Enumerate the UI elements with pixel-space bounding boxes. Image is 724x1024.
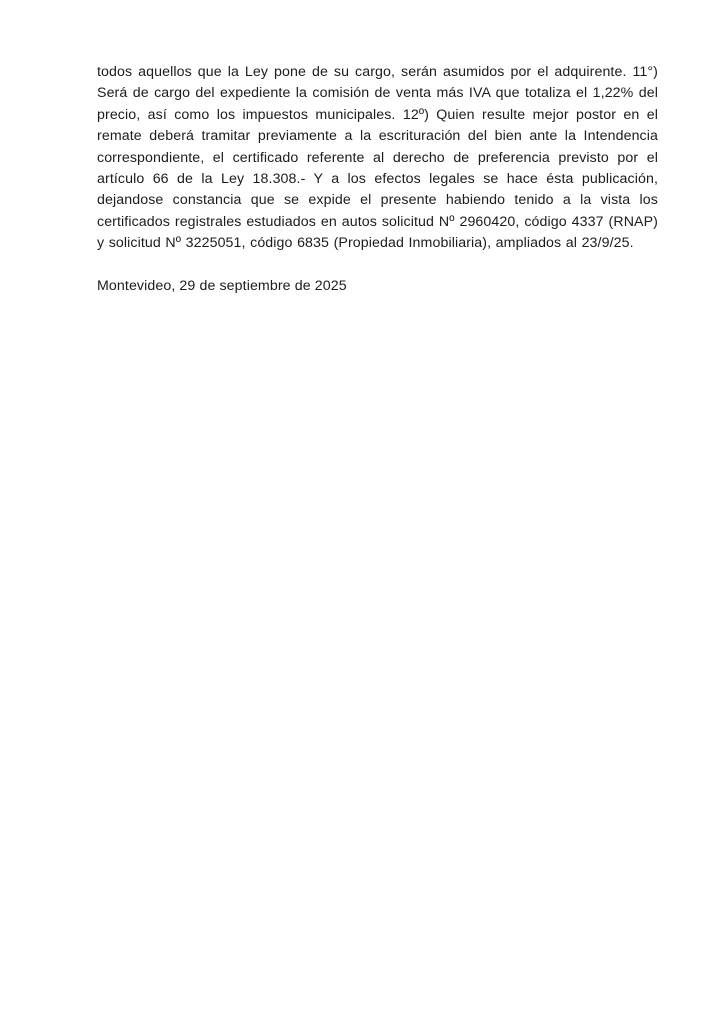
dateline: Montevideo, 29 de septiembre de 2025 xyxy=(97,277,347,294)
legal-text-paragraph: todos aquellos que la Ley pone de su cargo, serán asumidos por el adquirente. 11°) Será de cargo del expediente la comisión de venta más IVA que totaliza el 1,22% del precio, así como los impuestos municipales. 12º) Quien resulte mejor postor en el remate deberá tramitar previamente a la escrituración del bien ante la Intendencia correspondiente, el certificado referente al derecho de preferencia previsto por el artículo 66 de la Ley 18.308.- Y a los efectos legales se hace ésta publicación, dejandose constancia que se expide el presente habiendo tenido a la vista los certificados registrales estudiados en autos solicitud Nº 2960420, código 4337 (RNAP) y solicitud Nº 3225051, código 6835 (Propiedad Inmobiliaria), ampliados al 23/9/25. xyxy=(97,64,658,252)
